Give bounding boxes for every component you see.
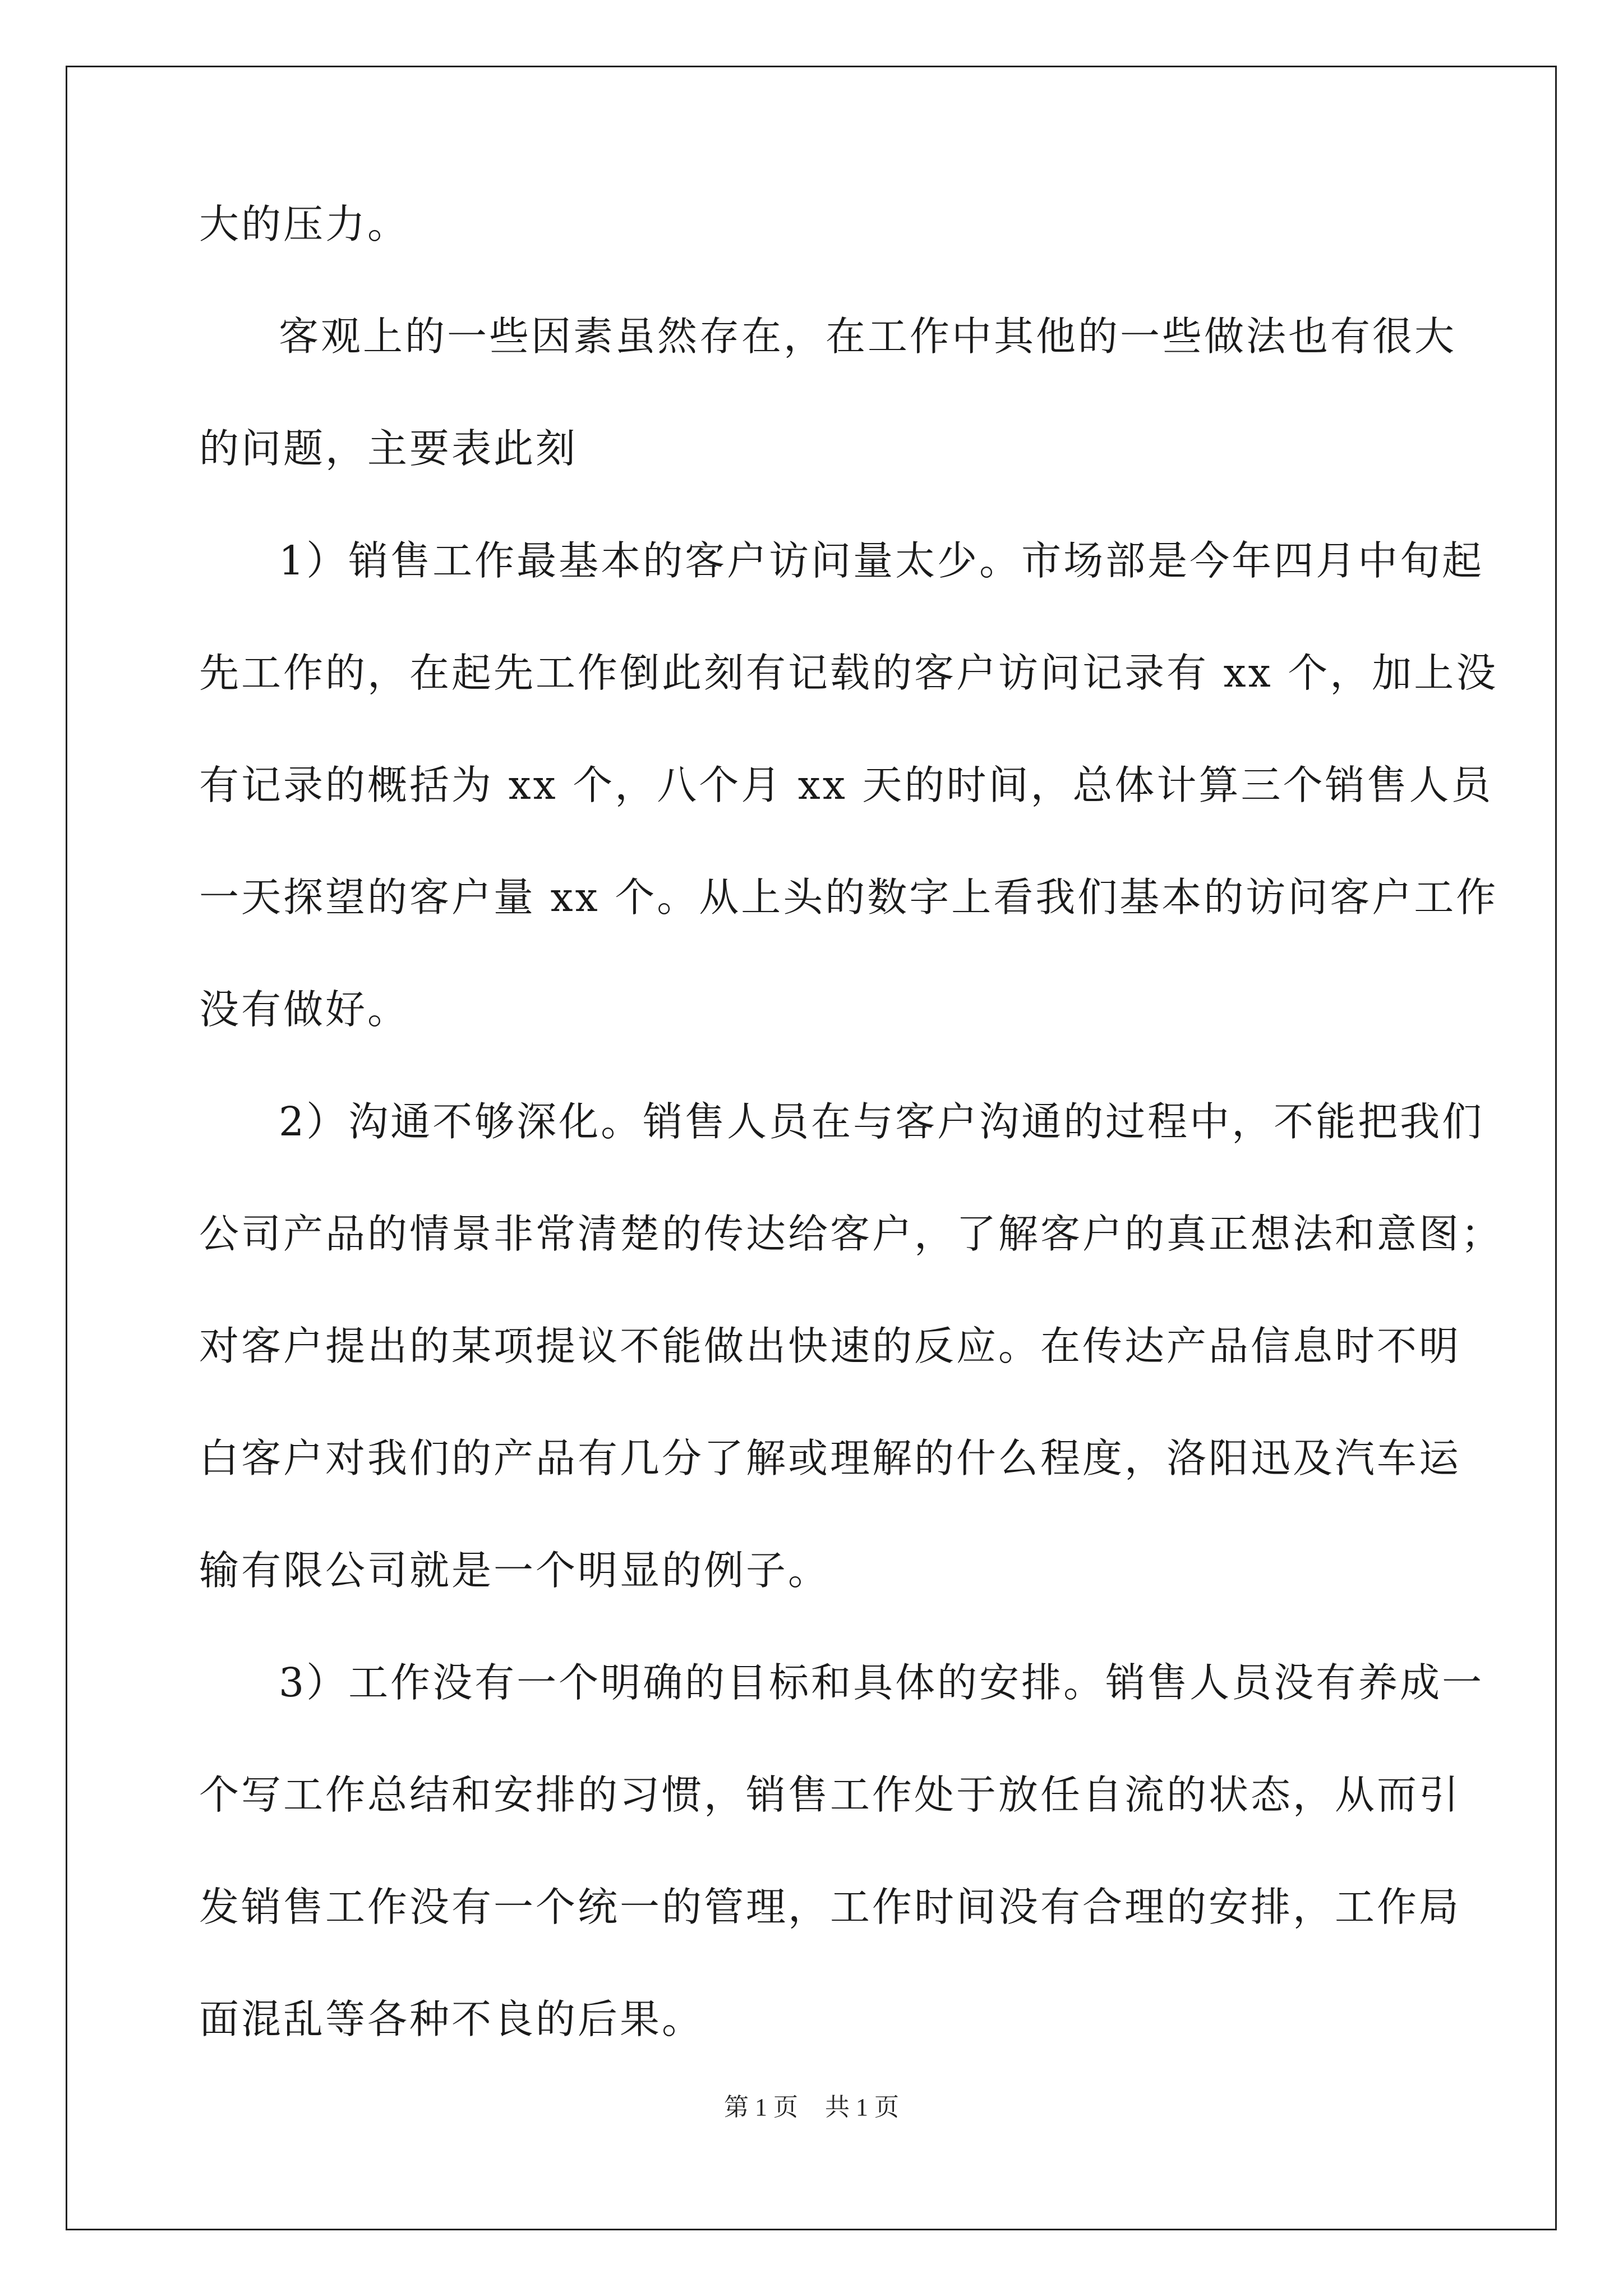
text-line: 公司产品的情景非常清楚的传达给客户，了解客户的真正想法和意图；: [199, 1211, 1504, 1257]
page-total: 共 1 页: [825, 2093, 899, 2121]
text-line: 大的压力。: [199, 201, 410, 247]
text-line: 一天探望的客户量 xx 个。从上头的数字上看我们基本的访问客户工作: [199, 874, 1498, 921]
text-line: 对客户提出的某项提议不能做出快速的反应。在传达产品信息时不明: [199, 1323, 1461, 1369]
text-line: 输有限公司就是一个明显的例子。: [199, 1547, 831, 1594]
paragraph-start-line: 2）沟通不够深化。销售人员在与客户沟通的过程中，不能把我们: [279, 1098, 1484, 1145]
text-line: 先工作的，在起先工作倒此刻有记载的客户访问记录有 xx 个，加上没: [199, 650, 1498, 696]
text-line: 个写工作总结和安排的习惯，销售工作处于放任自流的状态，从而引: [199, 1772, 1461, 1818]
page-number: 第 1 页: [724, 2093, 798, 2121]
text-line: 的问题，主要表此刻: [199, 425, 578, 472]
text-line: 发销售工作没有一个统一的管理，工作时间没有合理的安排，工作局: [199, 1884, 1461, 1930]
text-line: 没有做好。: [199, 986, 410, 1033]
paragraph-start-line: 1）销售工作最基本的客户访问量太少。市场部是今年四月中旬起: [279, 537, 1484, 584]
paragraph-start-line: 3）工作没有一个明确的目标和具体的安排。销售人员没有养成一: [279, 1659, 1484, 1706]
text-line: 白客户对我们的产品有几分了解或理解的什么程度，洛阳迅及汽车运: [199, 1435, 1461, 1481]
text-line: 有记录的概括为 xx 个，八个月 xx 天的时间，总体计算三个销售人员: [199, 762, 1493, 808]
text-line: 面混乱等各种不良的后果。: [199, 1996, 704, 2042]
paragraph-start-line: 客观上的一些因素虽然存在，在工作中其他的一些做法也有很大: [279, 313, 1457, 360]
page-footer: [0, 2087, 1623, 2123]
